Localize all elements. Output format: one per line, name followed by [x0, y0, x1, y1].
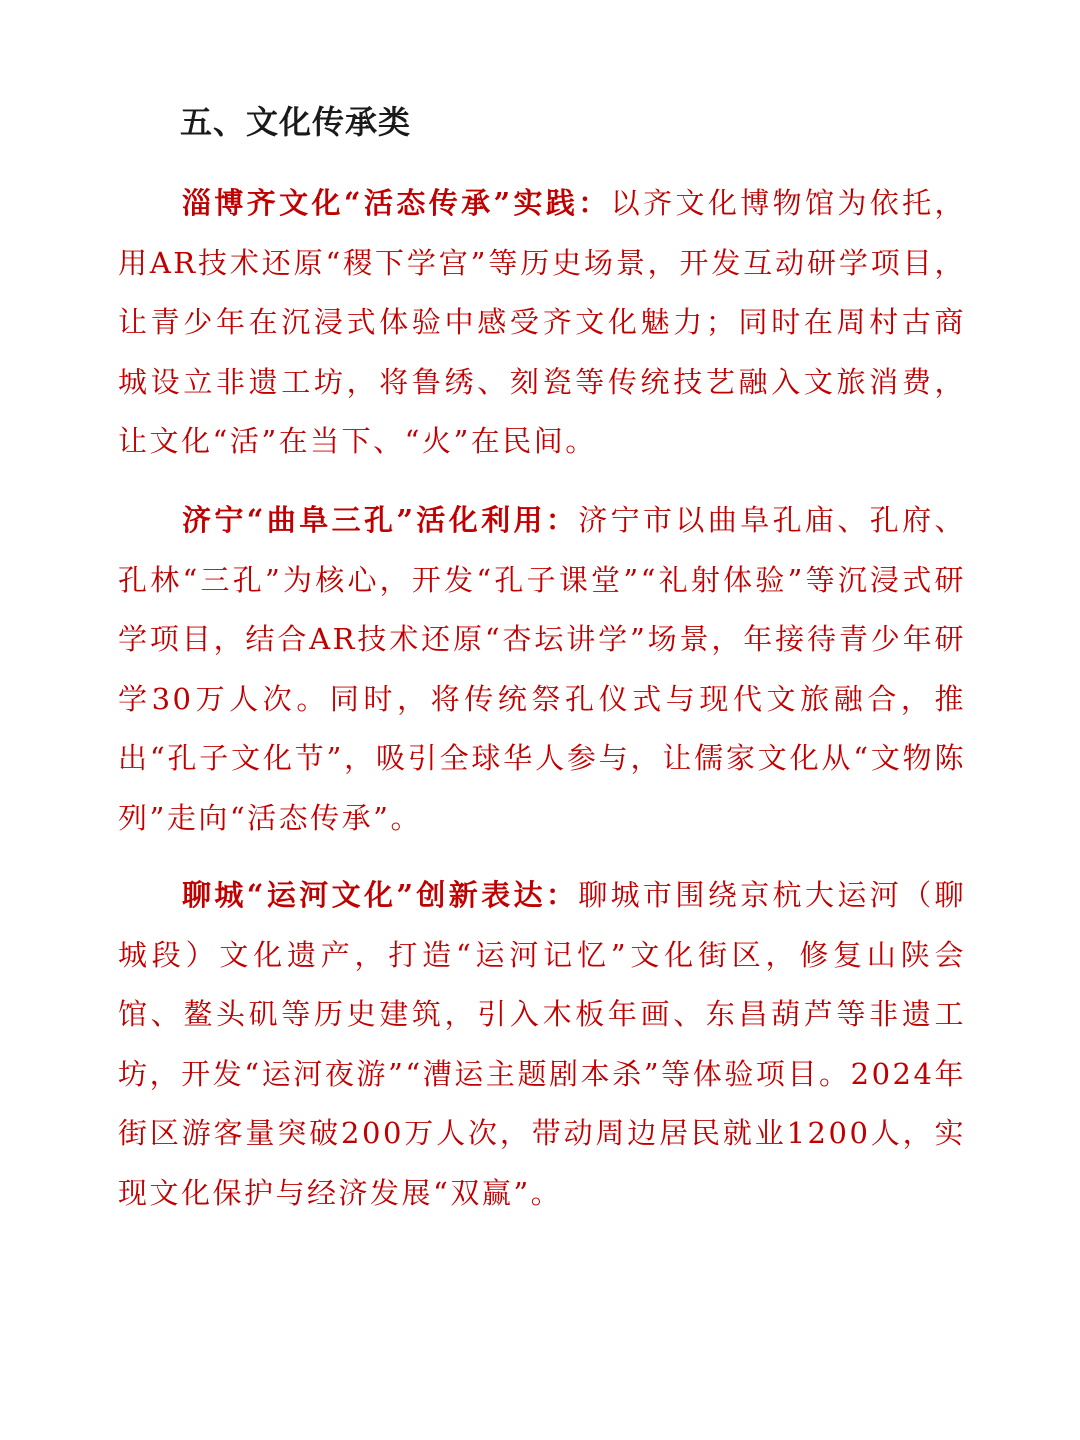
paragraph-body: 济宁市以曲阜孔庙、孔府、孔林“三孔”为核心，开发“孔子课堂”“礼射体验”等沉浸式研学项目，结合AR技术还原“杏坛讲学”场景，年接待青少年研学30万人次。同时，将传统祭孔仪式与现代文旅融合，推出“孔子文化节”，吸引全球华人参与，让儒家文化从“文物陈列”走向“活态传承”。: [118, 503, 966, 835]
paragraph-liaocheng: [118, 866, 966, 1223]
paragraph-jining: [118, 491, 966, 848]
paragraph-lead: 聊城“运河文化”创新表达：: [182, 878, 579, 912]
paragraph-body: 聊城市围绕京杭大运河（聊城段）文化遗产，打造“运河记忆”文化街区，修复山陕会馆、鳌头矶等历史建筑，引入木板年画、东昌葫芦等非遗工坊，开发“运河夜游”“漕运主题剧本杀”等体验项目。2024年街区游客量突破200万人次，带动周边居民就业1200人，实现文化保护与经济发展“双赢”。: [118, 878, 966, 1210]
paragraph-zibo: [118, 174, 966, 472]
paragraph-lead: 济宁“曲阜三孔”活化利用：: [182, 503, 579, 537]
paragraph-body: 以齐文化博物馆为依托，用AR技术还原“稷下学宫”等历史场景，开发互动研学项目，让青少年在沉浸式体验中感受齐文化魅力；同时在周村古商城设立非遗工坊，将鲁绣、刻瓷等传统技艺融入文旅消费，让文化“活”在当下、“火”在民间。: [118, 186, 966, 458]
section-heading: 五、文化传承类: [180, 103, 412, 141]
paragraph-lead: 淄博齐文化“活态传承”实践：: [182, 186, 611, 220]
